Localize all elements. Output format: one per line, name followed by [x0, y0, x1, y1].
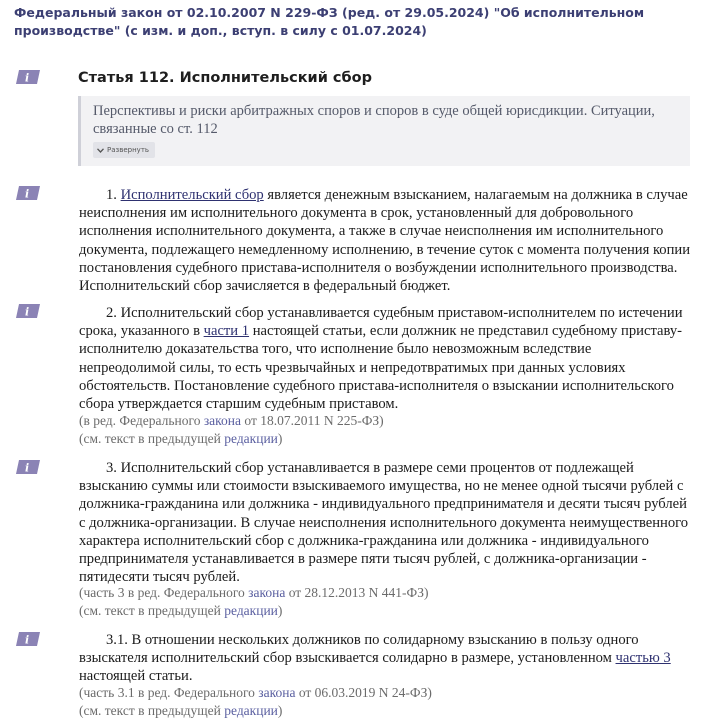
previous-edition-note [79, 430, 691, 448]
note-text: (в ред. Федерального [79, 413, 204, 428]
paragraph-3-1-text-a: 3.1. В отношении нескольких должников по солидарному взысканию в пользу одного взыскателя исполнительский сбор взыскивается солидарно в размере, установленном [79, 632, 639, 667]
note-text: ) [277, 703, 283, 718]
paragraph-1 [79, 186, 691, 295]
paragraph-1-number: 1. [106, 187, 121, 203]
previous-edition-note [79, 702, 691, 720]
paragraph-3-1 [79, 631, 691, 686]
info-icon[interactable] [16, 70, 40, 84]
amendment-note [79, 684, 691, 702]
note-text: ) [277, 431, 283, 446]
info-icon[interactable] [16, 632, 40, 646]
note-text: от 06.03.2019 N 24-ФЗ) [295, 685, 432, 700]
part-1-link[interactable]: части 1 [203, 323, 250, 340]
paragraph-3-1-text-b: настоящей статьи. [79, 668, 193, 685]
paragraph-1-text: является денежным взысканием, налагаемым на должника в случае неисполнения им исполнительного документа в срок, установленный для добровольного исполнения исполнительного документа, а также в случае неисполнения им исполнительного документа, подлежащего немедленному исполнению, в течение суток с момента получения копии постановления судебного пристава-исполнителя о возбуждении исполнительного производства. Исполнительский сбор зачисляется в федеральный бюджет. [79, 187, 691, 295]
previous-edition-note [79, 602, 691, 620]
expand-button[interactable] [93, 142, 155, 158]
svg-text:i: i [25, 461, 30, 474]
chevron-down-icon [97, 148, 104, 153]
note-text: (часть 3 в ред. Федерального [79, 585, 249, 600]
svg-text:i: i [25, 71, 30, 84]
svg-text:i: i [25, 305, 30, 318]
info-icon[interactable] [16, 460, 40, 474]
note-text: (см. текст в предыдущей [79, 603, 225, 618]
paragraph-2-text-b: настоящей статьи, если должник не представил судебному приставу-исполнителю доказательства того, что исполнение было невозможным вследствие непреодолимой силы, то есть чрезвычайных и непредотвратимых при данных условиях обстоятельств. Постановление судебного пристава-исполнителя о взыскании исполнительского сбора утверждается старшим судебным приставом. [79, 323, 683, 413]
amendment-note [79, 584, 691, 602]
info-icon[interactable] [16, 186, 40, 200]
related-materials-link[interactable]: Перспективы и риски арбитражных споров и споров в суде общей юрисдикции. Ситуации, связанные со ст. 112 [93, 103, 655, 137]
note-text: (см. текст в предыдущей [79, 703, 225, 718]
edition-link[interactable]: редакции [224, 703, 278, 718]
paragraph-3: 3. Исполнительский сбор устанавливается в размере семи процентов от подлежащей взысканию суммы или стоимости взыскиваемого имущества, но не менее одной тысячи рублей с должника-гражданина или должника - индивидуального предпринимателя и десяти тысяч рублей с должника-организации. В случае неисполнения исполнительного документа неимущественного характера исполнительский сбор с должника-гражданина или должника - индивидуального предпринимателя устанавливается в размере пяти тысяч рублей, с должника-организации - пятидесяти тысяч рублей. [79, 460, 689, 586]
law-link[interactable]: закона [248, 585, 286, 600]
law-link[interactable]: закона [258, 685, 296, 700]
edition-link[interactable]: редакции [224, 603, 278, 618]
svg-text:i: i [25, 187, 30, 200]
related-materials-panel [78, 96, 690, 166]
paragraph-2-text-a: 2. Исполнительский сбор устанавливается судебным приставом-исполнителем по истечении срока, указанного в [79, 305, 683, 340]
term-link[interactable]: Исполнительский сбор [120, 187, 264, 203]
note-text: ) [277, 603, 283, 618]
edition-link[interactable]: редакции [224, 431, 278, 446]
note-text: (часть 3.1 в ред. Федерального [79, 685, 259, 700]
svg-text:i: i [25, 633, 30, 646]
paragraph-2 [79, 304, 691, 413]
note-text: (см. текст в предыдущей [79, 431, 225, 446]
note-text: от 28.12.2013 N 441-ФЗ) [285, 585, 429, 600]
law-link[interactable]: закона [203, 413, 241, 428]
info-icon[interactable] [16, 304, 40, 318]
document-title: Федеральный закон от 02.10.2007 N 229-ФЗ (ред. от 29.05.2024) "Об исполнительном производстве" (с изм. и доп., вступ. в силу с 01.07.2024) [14, 5, 645, 38]
amendment-note [79, 412, 691, 430]
article-title: Статья 112. Исполнительский сбор [78, 70, 372, 86]
note-text: от 18.07.2011 N 225-ФЗ) [241, 413, 384, 428]
part-3-link[interactable]: частью 3 [615, 650, 671, 667]
expand-button-label: Развернуть [107, 146, 150, 154]
